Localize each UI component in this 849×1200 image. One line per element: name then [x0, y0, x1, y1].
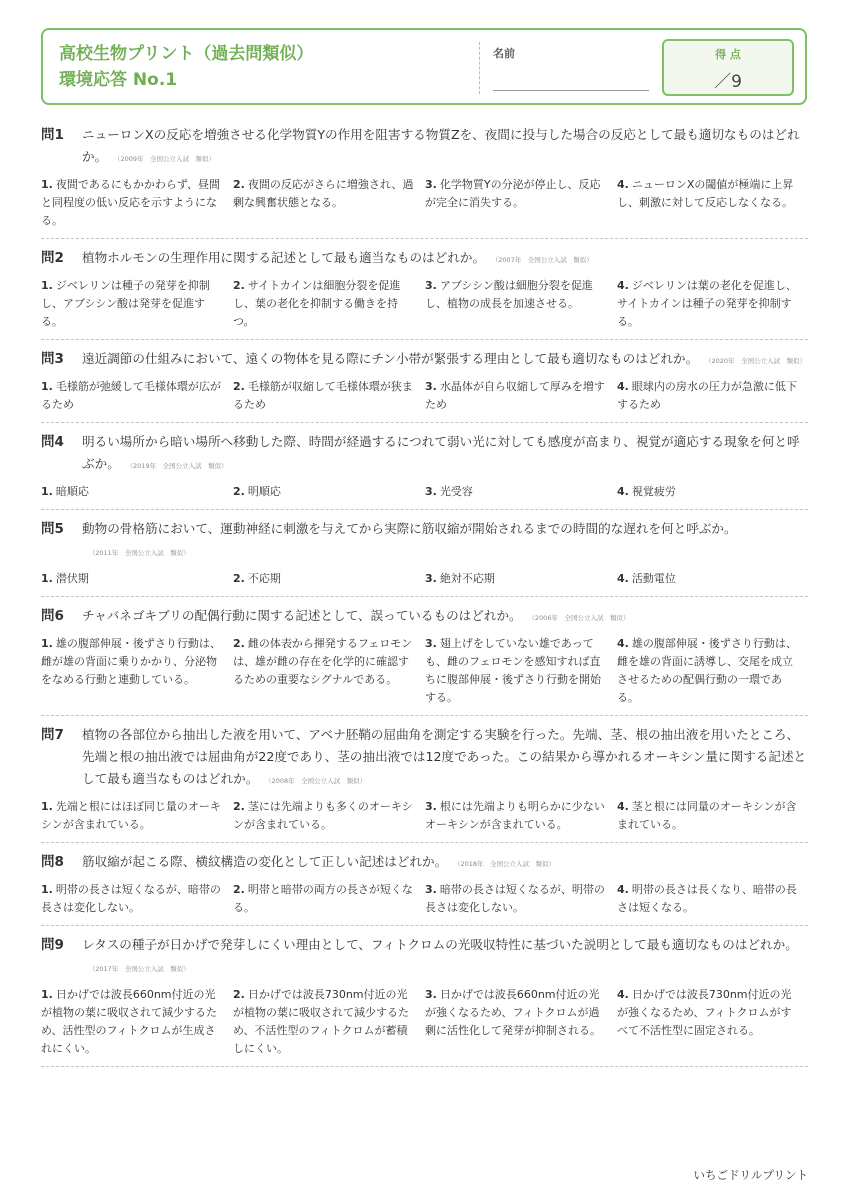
choice-row — [41, 570, 808, 588]
answer-choice — [233, 986, 425, 1058]
answer-choice — [233, 176, 425, 230]
answer-choice — [617, 483, 809, 501]
answer-choice — [41, 881, 233, 917]
choice-number: 1. — [41, 883, 53, 896]
choice-text: 日かげでは波長730nm付近の光が強くなるため、フィトクロムがすべて不活性型に固定される。 — [617, 988, 792, 1037]
question-source: （2006年 全国公立入試 類似） — [531, 614, 630, 622]
answer-choice — [425, 570, 617, 588]
answer-choice — [617, 986, 809, 1058]
choice-text: 日かげでは波長660nm付近の光が強くなるため、フィトクロムが過剰に活性化して発芽が抑制される。 — [425, 988, 601, 1037]
name-label: 名前 — [493, 47, 515, 60]
choice-number: 2. — [233, 279, 245, 292]
answer-choice — [425, 483, 617, 501]
answer-choice — [41, 483, 233, 501]
choice-row — [41, 635, 808, 707]
choice-row — [41, 277, 808, 331]
question-number: 問9 — [41, 937, 64, 953]
question-text: レタスの種子が日かげで発芽しにくい理由として、フィトクロムの光吸収特性に基づいた説明として最も適切なものはどれか。 — [82, 937, 798, 952]
answer-choice — [233, 483, 425, 501]
question-text-wrap — [82, 124, 808, 170]
answer-choice — [617, 798, 809, 834]
worksheet-header — [41, 28, 807, 105]
choice-number: 3. — [425, 380, 437, 393]
question-block — [41, 716, 808, 843]
choice-number: 4. — [617, 883, 629, 896]
question-text: 植物ホルモンの生理作用に関する記述として最も適当なものはどれか。 — [82, 250, 485, 265]
choice-row — [41, 483, 808, 501]
choice-number: 2. — [233, 572, 245, 585]
choice-number: 3. — [425, 279, 437, 292]
question-block — [41, 926, 808, 1067]
question-list — [41, 116, 808, 1067]
choice-text: 翅上げをしていない雄であっても、雌のフェロモンを感知すれば直ちに腹部伸展・後ずさり行動を開始する。 — [425, 637, 601, 704]
choice-text: 明順応 — [247, 485, 281, 498]
choice-text: 暗帯の長さは短くなるが、明帯の長さは変化しない。 — [425, 883, 605, 914]
answer-choice — [233, 570, 425, 588]
header-divider — [479, 42, 480, 94]
choice-row — [41, 176, 808, 230]
choice-number: 3. — [425, 572, 437, 585]
choice-text: 化学物質Yの分泌が停止し、反応が完全に消失する。 — [425, 178, 601, 209]
question-header — [41, 724, 808, 792]
question-block — [41, 116, 808, 239]
answer-choice — [233, 378, 425, 414]
answer-choice — [41, 570, 233, 588]
choice-text: 毛様筋が弛緩して毛様体環が広がるため — [41, 380, 221, 411]
answer-choice — [425, 176, 617, 230]
choice-text: 明帯と暗帯の両方の長さが短くなる。 — [233, 883, 413, 914]
question-text-wrap — [82, 724, 808, 792]
question-source: （2011年 全国公立入試 類似） — [92, 549, 190, 557]
choice-text: サイトカインは細胞分裂を促進し、葉の老化を抑制する働きを持つ。 — [233, 279, 401, 328]
choice-text: 先端と根にはほぼ同じ量のオーキシンが含まれている。 — [41, 800, 221, 831]
answer-choice — [617, 176, 809, 230]
choice-number: 4. — [617, 572, 629, 585]
question-text: チャバネゴキブリの配偶行動に関する記述として、誤っているものはどれか。 — [82, 608, 522, 623]
question-source: （2018年 全国公立入試 類似） — [457, 860, 556, 868]
question-text: ニューロンXの反応を増強させる化学物質Yの作用を阻害する物質Zを、夜間に投与した場合の反応として最も適切なものはどれか。 — [82, 127, 800, 164]
choice-number: 3. — [425, 485, 437, 498]
choice-text: 雄の腹部伸展・後ずさり行動は、雌が雄の背面に乗りかかり、分泌物をなめる行動と連動している。 — [41, 637, 221, 686]
choice-number: 2. — [233, 883, 245, 896]
choice-text: 雌の体表から揮発するフェロモンは、雄が雌の存在を化学的に確認するための重要なシグナルである。 — [233, 637, 413, 686]
question-source: （2007年 全国公立入試 類似） — [495, 256, 593, 264]
answer-choice — [617, 635, 809, 707]
choice-number: 3. — [425, 883, 437, 896]
question-header — [41, 851, 808, 875]
choice-text: ニューロンXの閾値が極端に上昇し、刺激に対して反応しなくなる。 — [617, 178, 794, 209]
question-block — [41, 510, 808, 597]
choice-text: ジベレリンは葉の老化を促進し、サイトカインは種子の発芽を抑制する。 — [617, 279, 797, 328]
answer-choice — [41, 176, 233, 230]
question-source: （2008年 全国公立入試 類似） — [268, 777, 367, 785]
question-source: （2019年 全国公立入試 類似） — [129, 462, 228, 470]
choice-number: 2. — [233, 988, 245, 1001]
answer-choice — [425, 277, 617, 331]
choice-text: 水晶体が自ら収縮して厚みを増すため — [425, 380, 605, 411]
choice-row — [41, 881, 808, 917]
question-number: 問8 — [41, 854, 64, 870]
choice-number: 1. — [41, 572, 53, 585]
choice-text: 根には先端よりも明らかに少ないオーキシンが含まれている。 — [425, 800, 605, 831]
choice-number: 2. — [233, 637, 245, 650]
question-source: （2020年 全国公立入試 類似） — [708, 357, 807, 365]
answer-choice — [617, 881, 809, 917]
choice-number: 3. — [425, 988, 437, 1001]
choice-number: 2. — [233, 380, 245, 393]
score-value: ／9 — [714, 72, 742, 92]
choice-text: 日かげでは波長730nm付近の光が植物の葉に吸収されて減少するため、不活性型のフィトクロムが蓄積しにくい。 — [233, 988, 409, 1055]
question-number: 問4 — [41, 434, 64, 450]
choice-text: 光受容 — [439, 485, 473, 498]
choice-text: 活動電位 — [631, 572, 676, 585]
question-text-wrap — [82, 518, 808, 564]
choice-number: 4. — [617, 988, 629, 1001]
choice-text: 眼球内の房水の圧力が急激に低下するため — [617, 380, 797, 411]
choice-row — [41, 798, 808, 834]
choice-text: 日かげでは波長660nm付近の光が植物の葉に吸収されて減少するため、活性型のフィトクロムが生成されにくい。 — [41, 988, 217, 1055]
question-block — [41, 423, 808, 510]
choice-number: 4. — [617, 485, 629, 498]
choice-number: 3. — [425, 637, 437, 650]
question-number: 問1 — [41, 127, 64, 143]
question-block — [41, 597, 808, 716]
question-text-wrap — [82, 247, 808, 271]
answer-choice — [425, 635, 617, 707]
choice-text: 明帯の長さは短くなるが、暗帯の長さは変化しない。 — [41, 883, 221, 914]
answer-choice — [617, 277, 809, 331]
choice-text: 夜間であるにもかかわらず、昼間と同程度の低い反応を示すようになる。 — [41, 178, 220, 227]
worksheet-title: 高校生物プリント（過去問類似） — [59, 44, 314, 64]
title-block — [59, 41, 313, 93]
answer-choice — [41, 378, 233, 414]
choice-number: 3. — [425, 800, 437, 813]
choice-number: 1. — [41, 988, 53, 1001]
choice-text: 暗順応 — [55, 485, 89, 498]
question-header — [41, 431, 808, 477]
choice-text: 雄の腹部伸展・後ずさり行動は、雌を雄の背面に誘導し、交尾を成立させるための配偶行動の一環である。 — [617, 637, 797, 704]
question-header — [41, 247, 808, 271]
choice-number: 4. — [617, 800, 629, 813]
question-number: 問2 — [41, 250, 64, 266]
question-number: 問6 — [41, 608, 64, 624]
choice-number: 1. — [41, 485, 53, 498]
question-text-wrap — [82, 851, 808, 875]
answer-choice — [233, 798, 425, 834]
answer-choice — [425, 798, 617, 834]
choice-number: 2. — [233, 800, 245, 813]
question-header — [41, 348, 808, 372]
answer-choice — [41, 635, 233, 707]
question-block — [41, 340, 808, 423]
answer-choice — [41, 798, 233, 834]
choice-row — [41, 986, 808, 1058]
choice-text: ジベレリンは種子の発芽を抑制し、アブシシン酸は発芽を促進する。 — [41, 279, 210, 328]
question-header — [41, 124, 808, 170]
answer-choice — [425, 378, 617, 414]
choice-number: 1. — [41, 178, 53, 191]
score-label: 得 点 — [715, 48, 741, 61]
answer-choice — [233, 277, 425, 331]
score-box — [662, 39, 794, 96]
choice-number: 1. — [41, 380, 53, 393]
choice-text: 茎には先端よりも多くのオーキシンが含まれている。 — [233, 800, 413, 831]
choice-number: 4. — [617, 380, 629, 393]
question-source: （2009年 全国公立入試 類似） — [117, 155, 215, 163]
question-text-wrap — [82, 934, 808, 980]
choice-number: 1. — [41, 637, 53, 650]
question-number: 問5 — [41, 521, 64, 537]
question-text: 筋収縮が起こる際、横紋構造の変化として正しい記述はどれか。 — [82, 854, 448, 869]
question-number: 問3 — [41, 351, 64, 367]
answer-choice — [425, 986, 617, 1058]
choice-text: 不応期 — [247, 572, 281, 585]
question-text: 植物の各部位から抽出した液を用いて、アベナ胚鞘の屈曲角を測定する実験を行った。先端、茎、根の抽出液を用いたところ、先端と根の抽出液では屈曲角が22度であり、茎の抽出液では12度であった。この結果から導かれるオーキシン量に関する記述として最も適当なものはどれか。 — [82, 727, 807, 786]
question-header — [41, 934, 808, 980]
choice-number: 2. — [233, 178, 245, 191]
choice-text: アブシシン酸は細胞分裂を促進し、植物の成長を加速させる。 — [425, 279, 593, 310]
choice-text: 毛様筋が収縮して毛様体環が狭まるため — [233, 380, 413, 411]
question-text-wrap — [82, 348, 808, 372]
choice-number: 4. — [617, 279, 629, 292]
choice-number: 3. — [425, 178, 437, 191]
question-header — [41, 518, 808, 564]
question-header — [41, 605, 808, 629]
question-text-wrap — [82, 605, 808, 629]
question-source: （2017年 全国公立入試 類似） — [92, 965, 190, 973]
answer-choice — [41, 277, 233, 331]
question-block — [41, 843, 808, 926]
answer-choice — [233, 635, 425, 707]
answer-choice — [41, 986, 233, 1058]
choice-number: 4. — [617, 178, 629, 191]
choice-number: 1. — [41, 800, 53, 813]
choice-number: 4. — [617, 637, 629, 650]
worksheet-subtitle: 環境応答 No.1 — [59, 70, 178, 90]
footer-brand: いちごドリルプリント — [693, 1168, 808, 1182]
answer-choice — [617, 378, 809, 414]
answer-choice — [425, 881, 617, 917]
choice-number: 1. — [41, 279, 53, 292]
question-number: 問7 — [41, 727, 64, 743]
choice-text: 潜伏期 — [55, 572, 89, 585]
answer-choice — [233, 881, 425, 917]
choice-number: 2. — [233, 485, 245, 498]
name-field — [493, 90, 649, 91]
choice-text: 夜間の反応がさらに増強され、過剰な興奮状態となる。 — [233, 178, 414, 209]
question-block — [41, 239, 808, 340]
choice-row — [41, 378, 808, 414]
question-text: 遠近調節の仕組みにおいて、遠くの物体を見る際にチン小帯が緊張する理由として最も適切なものはどれか。 — [82, 351, 699, 366]
choice-text: 視覚疲労 — [631, 485, 676, 498]
question-text: 明るい場所から暗い場所へ移動した際、時間が経過するにつれて弱い光に対しても感度が高まり、視覚が適応する現象を何と呼ぶか。 — [82, 434, 800, 471]
answer-choice — [617, 570, 809, 588]
question-text: 動物の骨格筋において、運動神経に刺激を与えてから実際に筋収縮が開始されるまでの時間的な遅れを何と呼ぶか。 — [82, 521, 737, 536]
choice-text: 茎と根には同量のオーキシンが含まれている。 — [617, 800, 797, 831]
choice-text: 絶対不応期 — [439, 572, 495, 585]
choice-text: 明帯の長さは長くなり、暗帯の長さは短くなる。 — [617, 883, 797, 914]
question-text-wrap — [82, 431, 808, 477]
